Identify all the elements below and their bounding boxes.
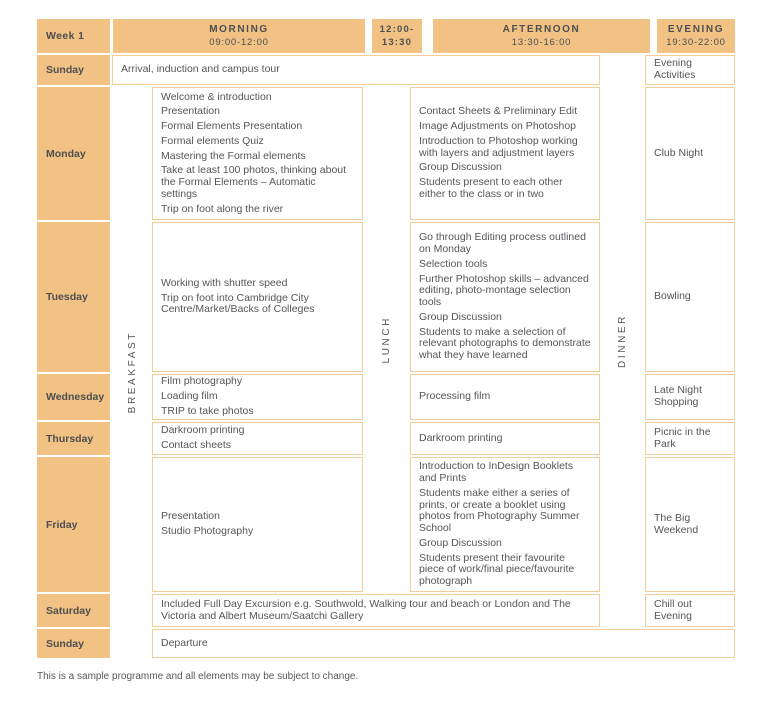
thursday-afternoon-cell — [410, 422, 600, 455]
morning-title: MORNING — [209, 23, 269, 35]
week1-schedule-table — [37, 19, 735, 658]
schedule-item: The Big Weekend — [654, 511, 699, 536]
evening-time: 19:30-22:00 — [666, 36, 726, 48]
day-cell-monday: Monday — [37, 87, 110, 220]
schedule-item: Image Adjustments on Photoshop — [419, 120, 577, 133]
schedule-item: Students present to each other either to the class or in two — [419, 176, 563, 200]
week-label: Week 1 — [46, 29, 85, 42]
friday-evening-cell — [645, 457, 735, 592]
schedule-item: Group Discussion — [419, 536, 502, 549]
breakfast-column — [112, 87, 152, 658]
monday-morning-cell — [152, 87, 363, 220]
schedule-item: Picnic in the Park — [654, 425, 711, 450]
afternoon-title: AFTERNOON — [502, 23, 581, 35]
schedule-item: Contact Sheets & Preliminary Edit — [419, 105, 578, 118]
schedule-item: Welcome & introduction — [161, 90, 272, 103]
sunday-evening-cell — [645, 55, 735, 85]
schedule-item: Students present their favourite piece of work/final piece/favourite photograph — [419, 551, 575, 587]
day-cell-tuesday: Tuesday — [37, 222, 110, 372]
schedule-item: Club Night — [654, 146, 704, 159]
thursday-morning-cell — [152, 422, 363, 455]
schedule-grid — [37, 55, 735, 658]
monday-afternoon-cell — [410, 87, 600, 220]
schedule-item: Formal Elements Presentation — [161, 120, 303, 133]
dinner-label: DINNER — [617, 314, 628, 368]
tuesday-evening-cell — [645, 222, 735, 372]
breakfast-label: BREAKFAST — [126, 331, 138, 414]
schedule-item: Studio Photography — [161, 525, 254, 537]
schedule-item: Bowling — [654, 290, 691, 303]
wednesday-afternoon-cell — [410, 374, 600, 420]
schedule-item: Included Full Day Excursion e.g. Southwold, Walking tour and beach or London and The Victoria and Albert Museum/Saatchi Gallery — [161, 597, 571, 622]
schedule-item: Evening Activities — [654, 57, 696, 81]
schedule-item: Contact sheets — [161, 439, 232, 451]
footer-note: This is a sample programme and all elements may be subject to change. — [37, 671, 359, 682]
schedule-item: TRIP to take photos — [161, 404, 254, 417]
sunday-departure-cell — [152, 629, 735, 658]
sunday-arrival-cell — [112, 55, 600, 85]
evening-title: EVENING — [667, 23, 725, 35]
schedule-item: Group Discussion — [419, 161, 502, 174]
saturday-excursion-cell — [152, 594, 600, 627]
wednesday-morning-cell — [152, 374, 363, 420]
midday-header-cell — [372, 19, 422, 53]
friday-afternoon-cell — [410, 457, 600, 592]
afternoon-header-cell — [433, 19, 650, 53]
schedule-item: Go through Editing process outlined on Monday — [419, 231, 586, 255]
tuesday-morning-cell — [152, 222, 363, 372]
schedule-item: Loading film — [161, 390, 218, 403]
thursday-evening-cell — [645, 422, 735, 455]
tuesday-afternoon-cell — [410, 222, 600, 372]
friday-morning-cell — [152, 457, 363, 592]
schedule-item: Take at least 100 photos, thinking about the Formal Elements – Automatic settings — [161, 164, 347, 200]
schedule-item: Mastering the Formal elements — [161, 149, 306, 162]
schedule-item: Presentation — [161, 510, 220, 523]
midday-time-line1: 12:00- — [379, 24, 415, 36]
schedule-item: Selection tools — [419, 257, 488, 270]
schedule-item: Departure — [161, 636, 208, 649]
schedule-item: Introduction to Photoshop working with layers and adjustment layers — [419, 134, 578, 159]
day-cell-sunday: Sunday — [37, 55, 110, 85]
schedule-item: Film photography — [161, 375, 243, 388]
dinner-column — [600, 55, 645, 627]
day-cell-wednesday: Wednesday — [37, 374, 110, 420]
schedule-item: Students make either a series of prints, or create a booklet using photos from Photography Summer School — [419, 486, 580, 534]
schedule-item: Group Discussion — [419, 310, 502, 323]
saturday-evening-cell — [645, 594, 735, 627]
week-header-cell — [37, 19, 110, 53]
day-cell-friday: Friday — [37, 457, 110, 592]
schedule-item: Darkroom printing — [161, 424, 245, 437]
schedule-item: Arrival, induction and campus tour — [121, 63, 280, 76]
day-cell-saturday: Saturday — [37, 594, 110, 627]
morning-time: 09:00-12:00 — [209, 36, 269, 48]
midday-time-line2: 13:30 — [381, 36, 413, 48]
schedule-item: Trip on foot into Cambridge City Centre/Market/Backs of Colleges — [161, 291, 315, 316]
afternoon-time: 13:30-16:00 — [511, 36, 572, 48]
schedule-item: Darkroom printing — [419, 431, 503, 444]
table-header-row — [37, 19, 735, 53]
day-cell-sunday-2: Sunday — [37, 629, 110, 658]
schedule-item: Late Night Shopping — [654, 384, 702, 408]
lunch-label: LUNCH — [381, 315, 392, 364]
evening-header-cell — [657, 19, 735, 53]
schedule-item: Further Photoshop skills – advanced editing, photo-montage selection tools — [419, 272, 589, 308]
lunch-column — [363, 87, 410, 592]
schedule-item: Formal elements Quiz — [161, 134, 264, 147]
wednesday-evening-cell — [645, 374, 735, 420]
schedule-item: Working with shutter speed — [161, 276, 288, 289]
schedule-item: Trip on foot along the river — [161, 202, 284, 215]
morning-header-cell — [113, 19, 365, 53]
monday-evening-cell — [645, 87, 735, 220]
day-cell-thursday: Thursday — [37, 422, 110, 455]
schedule-item: Introduction to InDesign Booklets and Prints — [419, 460, 574, 484]
schedule-item: Students to make a selection of relevant photographs to demonstrate what they have learned — [419, 325, 591, 361]
schedule-item: Presentation — [161, 105, 220, 118]
schedule-item: Processing film — [419, 390, 491, 403]
schedule-item: Chill out Evening — [654, 597, 692, 622]
